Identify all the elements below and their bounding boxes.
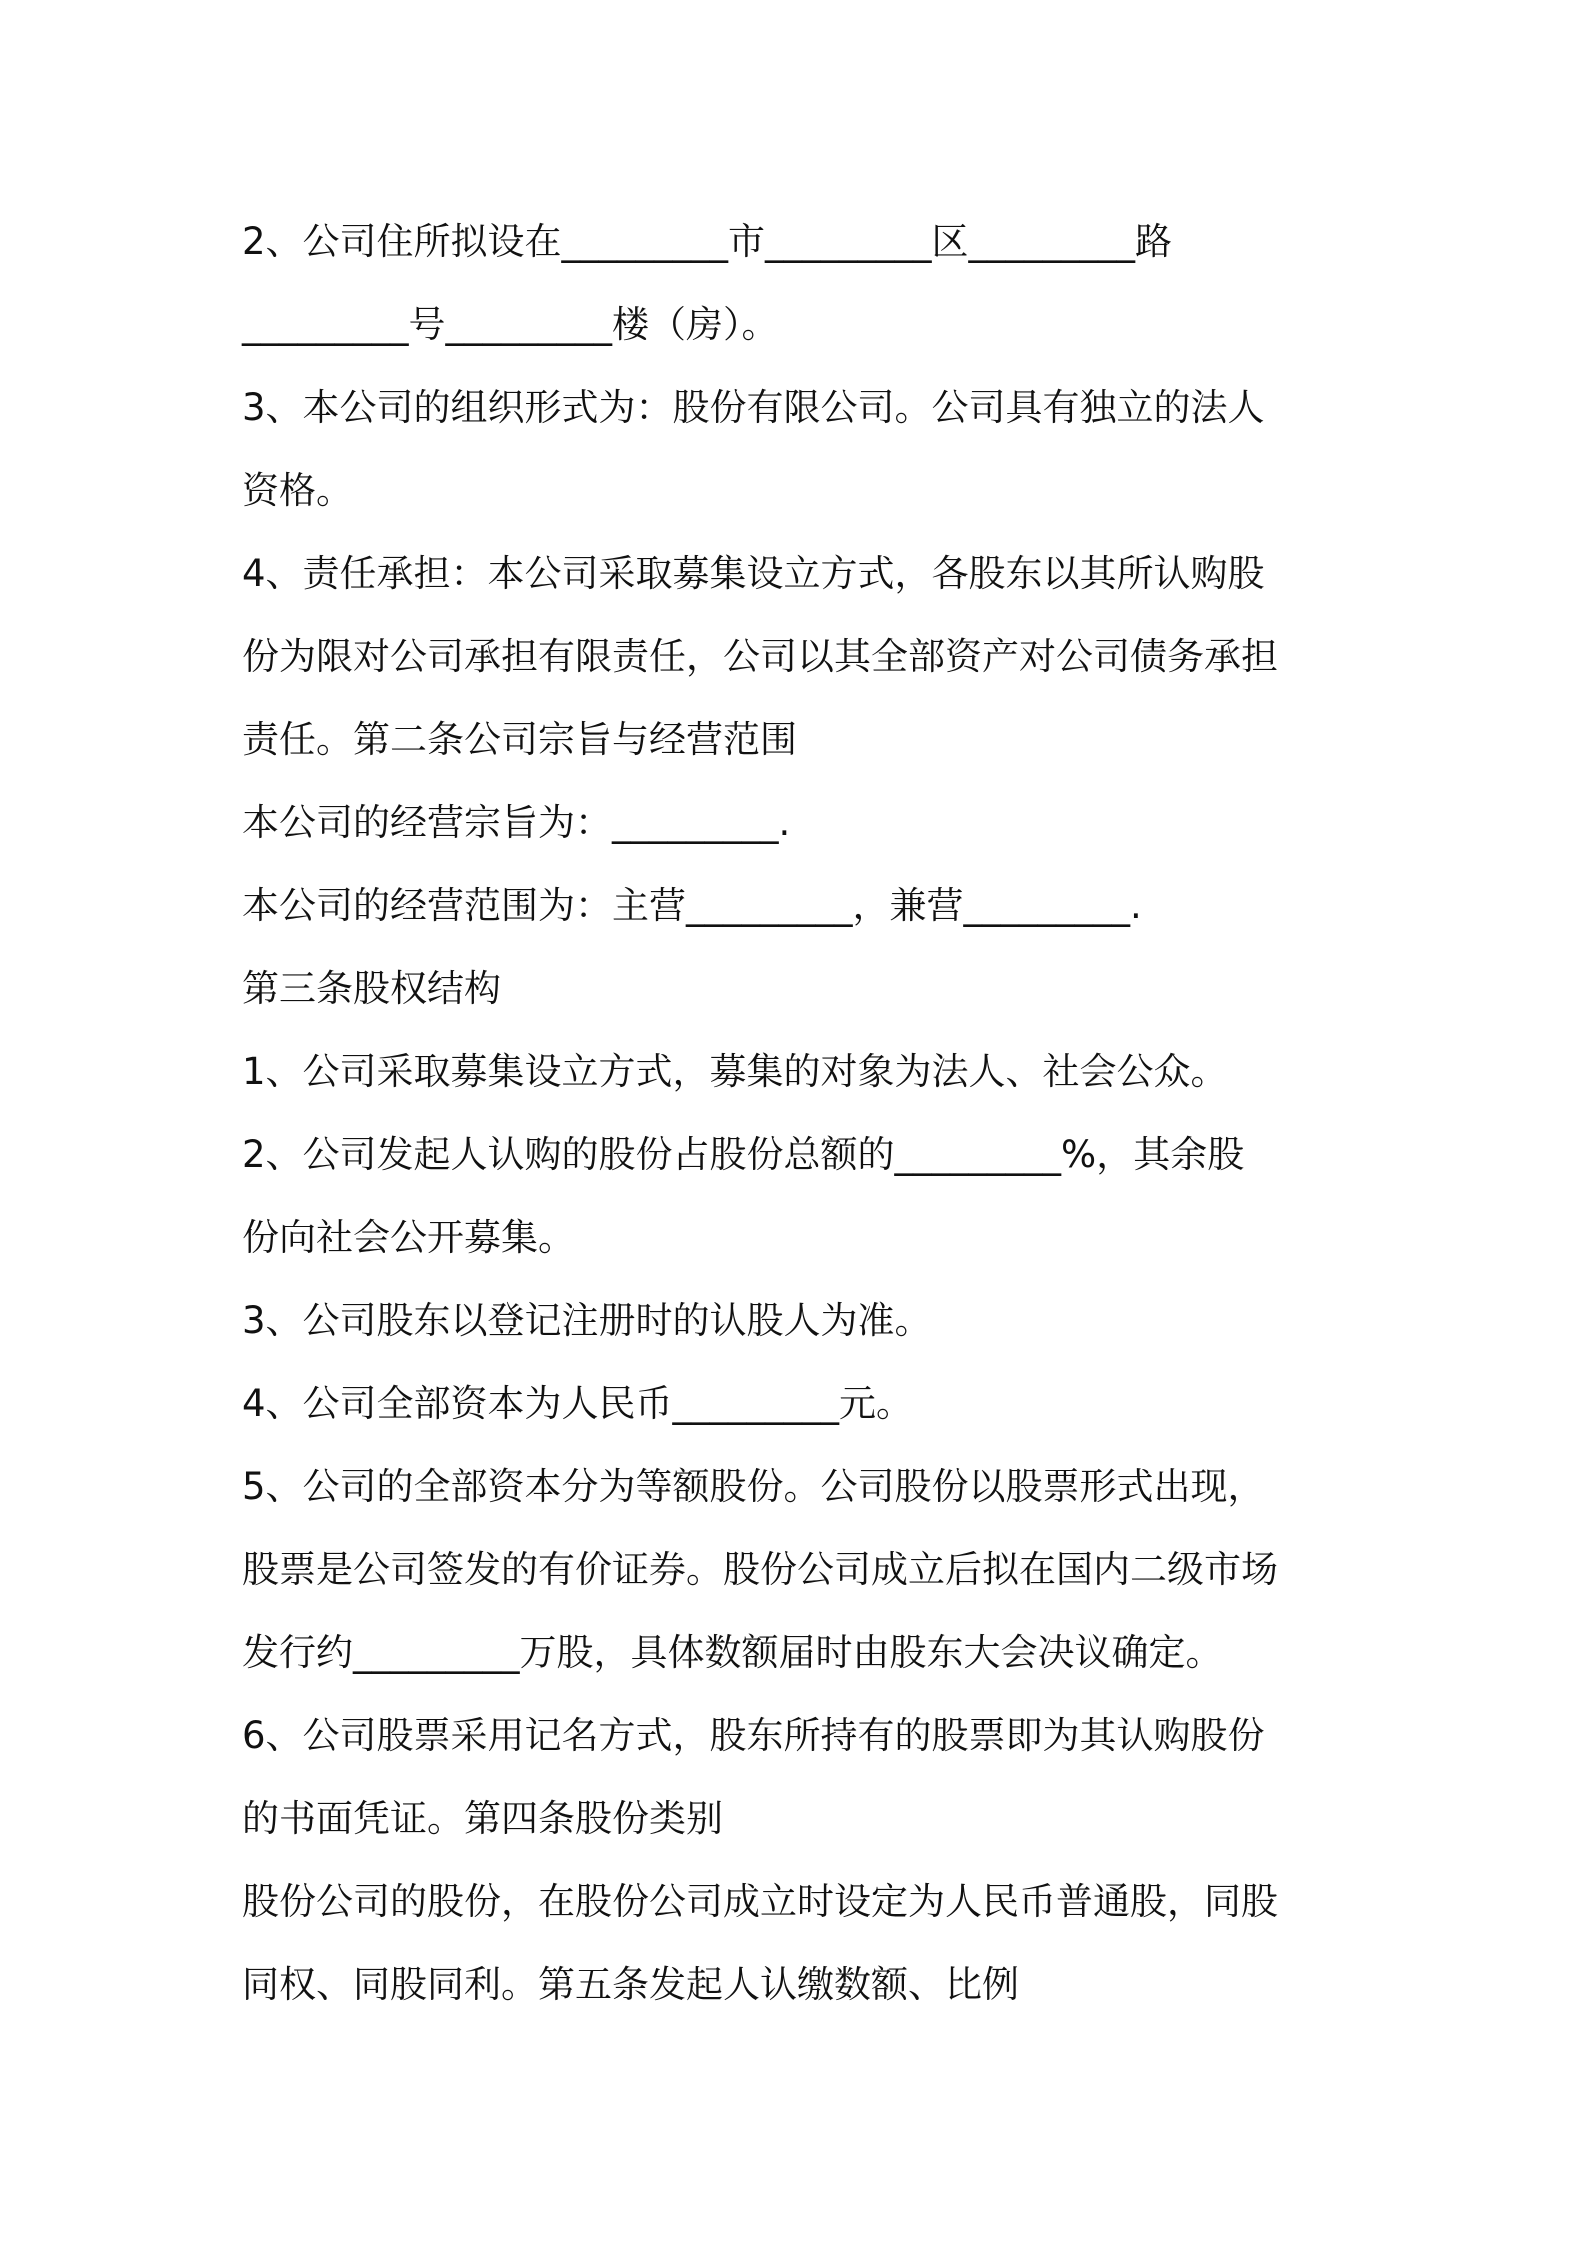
text-line: 4、责任承担：本公司采取募集设立方式，各股东以其所认购股 (242, 552, 1265, 595)
text-line: 1、公司采取募集设立方式，募集的对象为法人、社会公众。 (242, 1050, 1228, 1093)
text-line: 4、公司全部资本为人民币_________元。 (242, 1382, 914, 1425)
section-heading: 第三条股权结构 (242, 967, 501, 1010)
text-line: 股票是公司签发的有价证券。股份公司成立后拟在国内二级市场 (242, 1548, 1278, 1591)
text-line: 资格。 (242, 469, 353, 512)
text-line: 6、公司股票采用记名方式，股东所持有的股票即为其认购股份 (242, 1714, 1265, 1757)
text-line: 责任。第二条公司宗旨与经营范围 (242, 718, 797, 761)
text-line: 份向社会公开募集。 (242, 1216, 575, 1259)
text-line: 5、公司的全部资本分为等额股份。公司股份以股票形式出现， (242, 1465, 1265, 1508)
text-line: 2、公司发起人认购的股份占股份总额的_________%，其余股 (242, 1133, 1245, 1176)
text-line: 3、本公司的组织形式为：股份有限公司。公司具有独立的法人 (242, 386, 1265, 429)
text-line: 的书面凭证。第四条股份类别 (242, 1797, 723, 1840)
text-line: 本公司的经营宗旨为：_________. (242, 801, 791, 844)
text-line: _________号_________楼（房）。 (242, 303, 779, 346)
text-line: 股份公司的股份，在股份公司成立时设定为人民币普通股，同股 (242, 1880, 1278, 1923)
text-line: 3、公司股东以登记注册时的认股人为准。 (242, 1299, 932, 1342)
text-line: 发行约_________万股，具体数额届时由股东大会决议确定。 (242, 1631, 1223, 1674)
text-line: 本公司的经营范围为：主营_________，兼营_________. (242, 884, 1142, 927)
text-line: 同权、同股同利。第五条发起人认缴数额、比例 (242, 1963, 1019, 2006)
text-line: 2、公司住所拟设在_________市_________区_________路 (242, 220, 1173, 263)
document-body (242, 200, 1352, 2026)
text-line: 份为限对公司承担有限责任，公司以其全部资产对公司债务承担 (242, 635, 1278, 678)
